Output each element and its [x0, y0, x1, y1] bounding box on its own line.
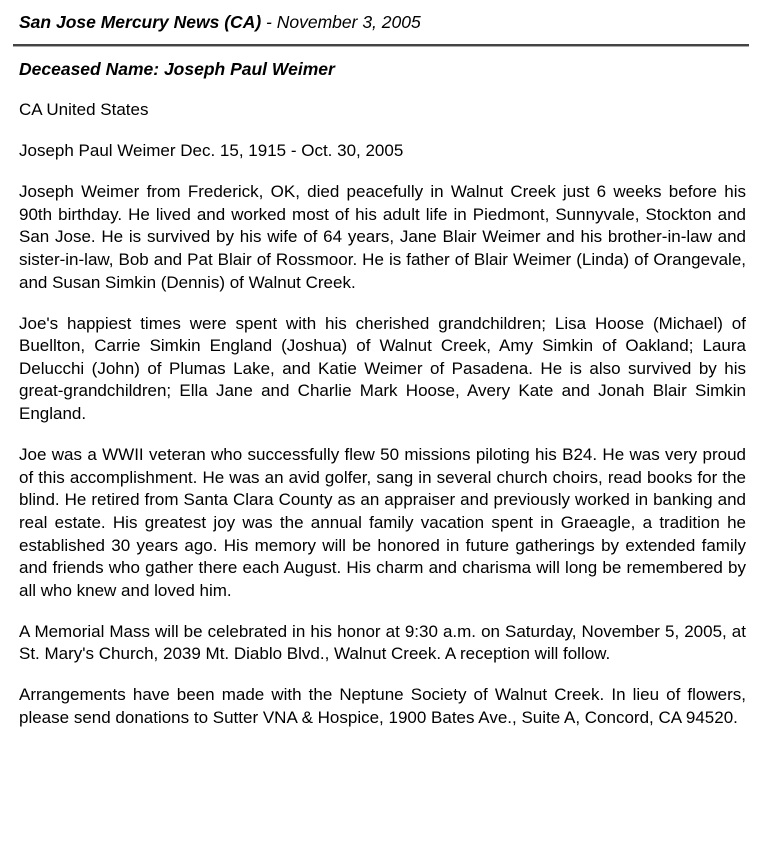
obituary-body — [19, 99, 746, 748]
paragraph-veteran: Joe was a WWII veteran who successfully flew 50 missions piloting his B24. He was very proud of this accomplishment. He was an avid golfer, sang in several church choirs, read books for the blind. He retired from Santa Clara County as an appraiser and previously worked in banking and real estate. His greatest joy was the annual family vacation spent in Graeagle, a tradition he established 30 years ago. His memory will be honored in future gatherings by extended family and friends who gather there each August. His charm and charisma will long be remembered by all who knew and loved him. — [19, 445, 746, 600]
publication-name: San Jose Mercury News (CA) — [19, 12, 262, 32]
publication-header — [19, 11, 746, 33]
deceased-label: Deceased Name: — [19, 59, 164, 79]
publication-date: November 3, 2005 — [276, 12, 421, 32]
location-line: CA United States — [19, 100, 149, 119]
header-divider — [13, 44, 749, 47]
name-dates-line: Joseph Paul Weimer Dec. 15, 1915 - Oct. 30, 2005 — [19, 141, 404, 161]
paragraph-biography: Joseph Weimer from Frederick, OK, died peacefully in Walnut Creek just 6 weeks before his 90th birthday. He lived and worked most of his adult life in Piedmont, Sunnyvale, Stockton and San Jose. He is survived by his wife of 64 years, Jane Blair Weimer and his brother-in-law and sister-in-law, Bob and Pat Blair of Rossmoor. He is father of Blair Weimer (Linda) of Orangevale, and Susan Simkin (Dennis) of Walnut Creek. — [19, 182, 746, 292]
obituary-page — [19, 0, 746, 33]
header-separator: - — [261, 12, 277, 32]
paragraph-grandchildren: Joe's happiest times were spent with his cherished grandchildren; Lisa Hoose (Michael) of Buellton, Carrie Simkin England (Joshua) of Walnut Creek, Amy Simkin of Oakland; Laura Delucchi (John) of Plumas Lake, and Katie Weimer of Pasadena. He is also survived by his great-grandchildren; Ella Jane and Charlie Mark Hoose, Avery Kate and Jonah Blair Simkin England. — [19, 313, 746, 424]
paragraph-arrangements: Arrangements have been made with the Neptune Society of Walnut Creek. In lieu of flowers, please send donations to Sutter VNA & Hospice, 1900 Bates Ave., Suite A, Concord, CA 94520. — [19, 685, 746, 728]
deceased-heading — [19, 58, 335, 80]
paragraph-memorial-mass: A Memorial Mass will be celebrated in his honor at 9:30 a.m. on Saturday, November 5, 2005, at St. Mary's Church, 2039 Mt. Diablo Blvd., Walnut Creek. A reception will follow. — [19, 621, 746, 664]
deceased-name: Joseph Paul Weimer — [163, 59, 335, 79]
